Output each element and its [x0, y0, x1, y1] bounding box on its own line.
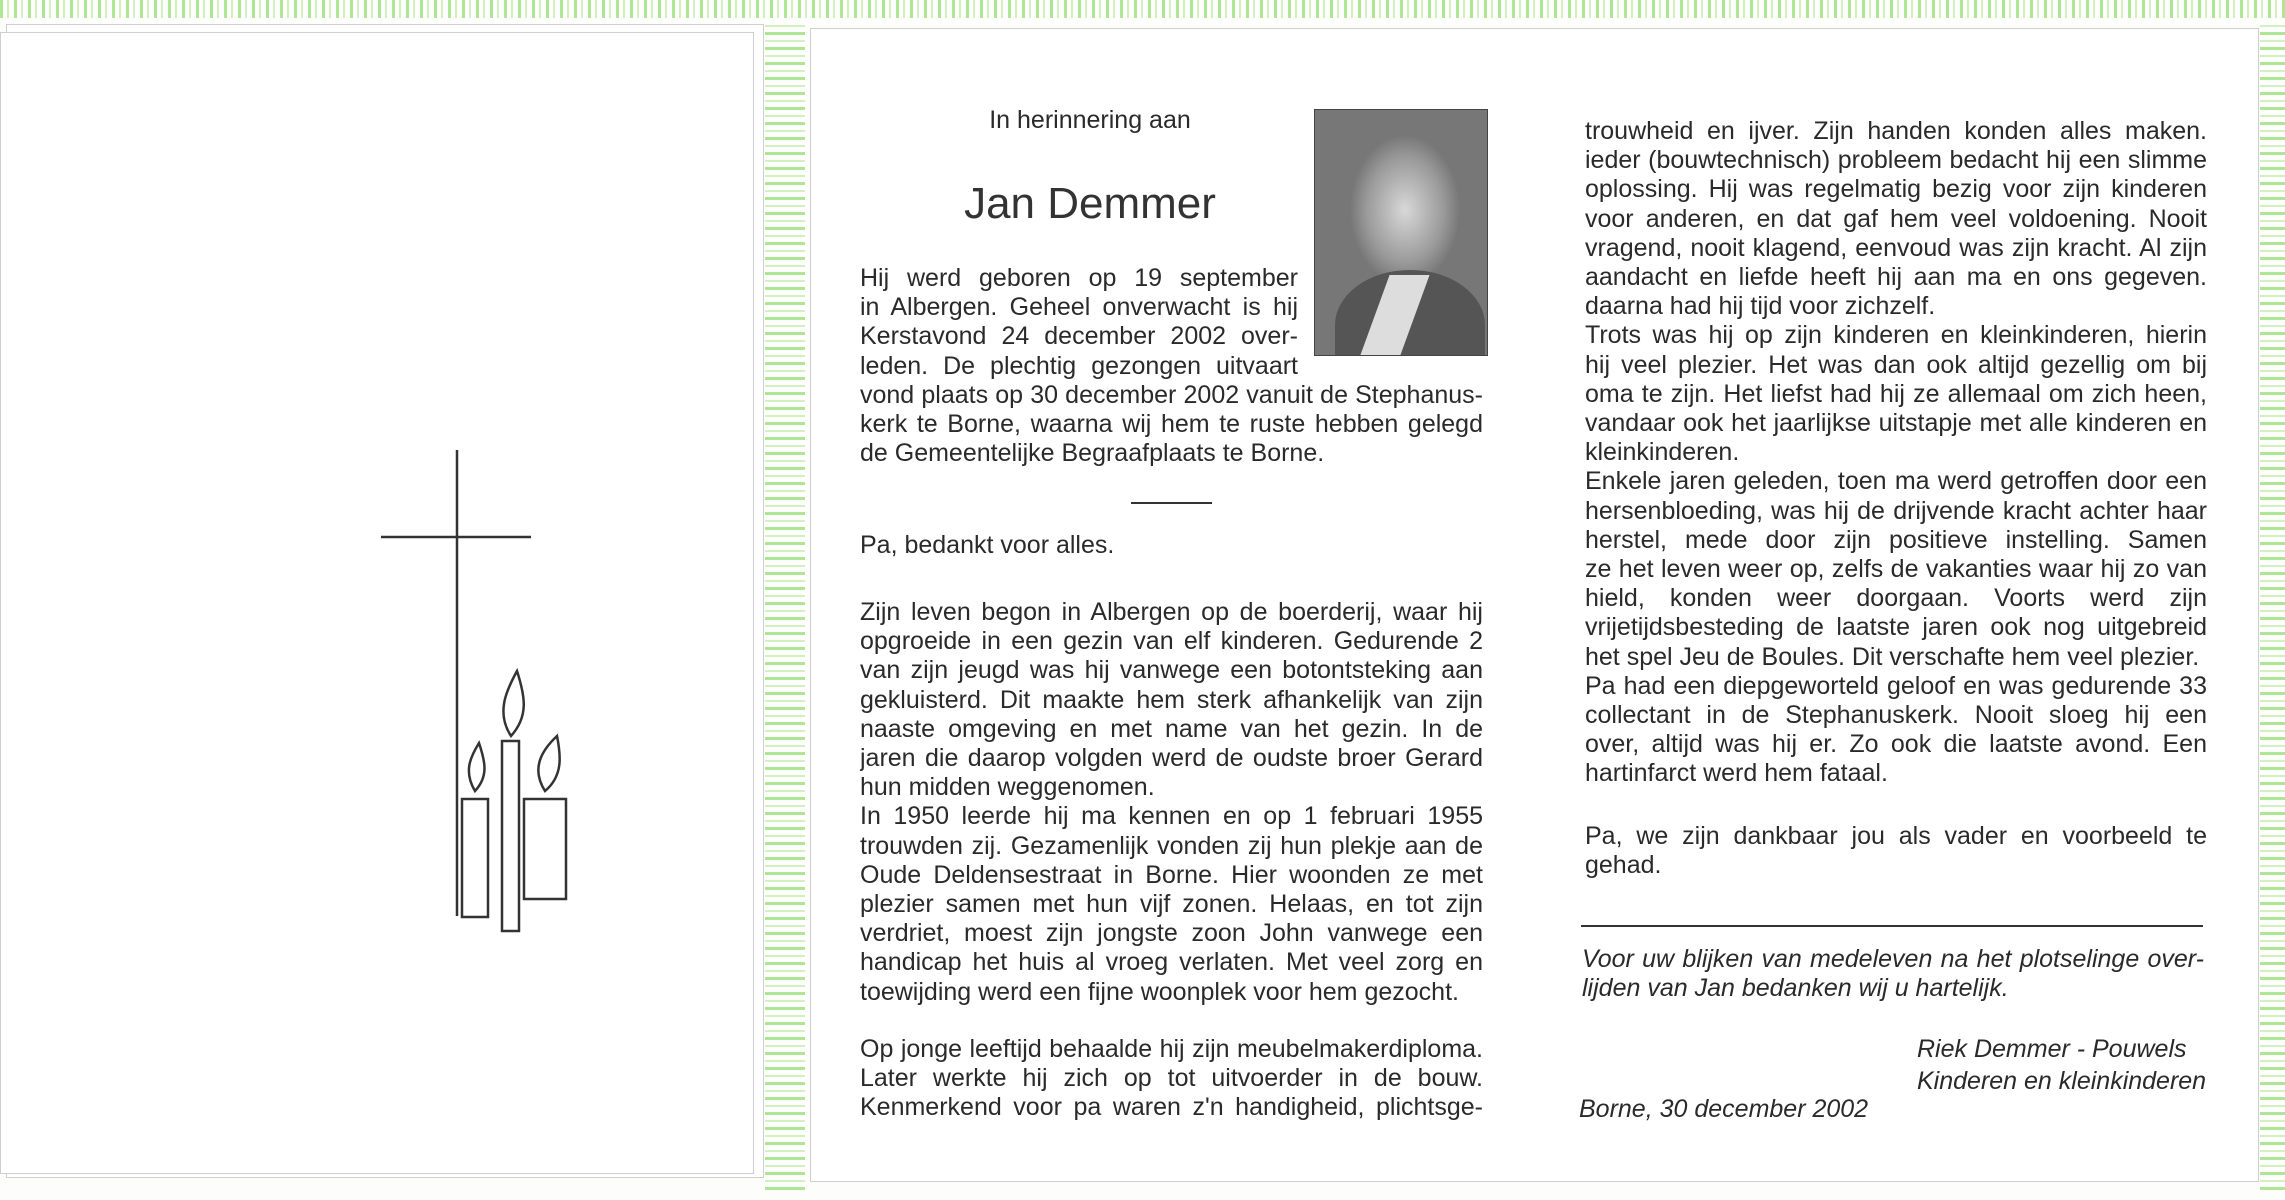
- paragraph-line: aandacht en liefde heeft hij aan ma en ons gegeven.: [1585, 263, 2207, 291]
- paragraph-line: vrijetijdsbesteding de laatste jaren ook nog uitgebreid: [1585, 613, 2207, 642]
- left-card: [0, 32, 754, 1174]
- paragraph-line: Later werkte hij zich op tot uitvoerder in de bouw.: [860, 1064, 1483, 1093]
- paragraph-line: jaren die daarop volgden werd de oudste broer Gerard: [860, 744, 1483, 772]
- thanks-line: Pa, bedankt voor alles.: [860, 531, 1115, 559]
- paragraph-line: kerk te Borne, waarna wij hem te ruste hebben gelegd: [860, 410, 1483, 438]
- paragraph-line: Oude Deldensestraat in Borne. Hier woonden ze met: [860, 860, 1483, 889]
- paragraph-line: gekluisterd. Dit maakte hem sterk afhankelijk van zijn: [860, 685, 1483, 714]
- paragraph-line: Kerstavond 24 december 2002 over-: [860, 322, 1298, 351]
- paragraph-line: trouwden zij. Gezamenlijk vonden zij hun plekje aan de: [860, 831, 1483, 860]
- portrait-photo: [1314, 109, 1488, 356]
- acknowledgement-line: Voor uw blijken van medeleven na het plotselinge over-: [1582, 945, 2204, 973]
- acknowledgement-line: lijden van Jan bedanken wij u hartelijk.: [1582, 974, 2009, 1003]
- signature-line: Riek Demmer - Pouwels: [1917, 1035, 2187, 1063]
- paragraph-line: verdriet, moest zijn jongste zoon John vanwege een: [860, 919, 1483, 948]
- paragraph-line: naaste omgeving en met name van het gezin. In de: [860, 714, 1483, 743]
- paragraph-line: opgroeide in een gezin van elf kinderen. Gedurende 2: [860, 627, 1483, 656]
- divider: [1131, 502, 1212, 504]
- paragraph-line: over, altijd was hij er. Zo ook die laatste avond. Een: [1585, 730, 2207, 759]
- paragraph-line: Zijn leven begon in Albergen op de boerderij, waar hij: [860, 598, 1483, 626]
- paragraph-line: oplossing. Hij was regelmatig bezig voor zijn kinderen: [1585, 175, 2207, 204]
- paragraph-line: toewijding werd een fijne woonplek voor hem gezocht.: [860, 977, 1459, 1006]
- scan-edge: [0, 0, 2285, 18]
- paragraph-line: kleinkinderen.: [1585, 438, 1740, 467]
- deceased-name: Jan Demmer: [964, 179, 1216, 228]
- paragraph-line: herstel, mede door zijn positieve instelling. Samen: [1585, 525, 2207, 554]
- paragraph-line: Kenmerkend voor pa waren z'n handigheid, plichtsge-: [860, 1093, 1483, 1122]
- paragraph-line: Pa had een diepgeworteld geloof en was gedurende 33: [1585, 671, 2207, 700]
- paragraph-line: hersenbloeding, was hij de drijvende kracht achter haar: [1585, 496, 2207, 525]
- paragraph-line: vandaar ook het jaarlijkse uitstapje met alle kinderen en: [1585, 409, 2207, 437]
- intro-text: In herinnering aan: [989, 106, 1191, 134]
- paragraph-line: Op jonge leeftijd behaalde hij zijn meubelmakerdiploma.: [860, 1035, 1483, 1063]
- paragraph-line: collectant in de Stephanuskerk. Nooit sloeg hij een: [1585, 701, 2207, 729]
- paragraph-line: Enkele jaren geleden, toen ma werd getroffen door een: [1585, 467, 2207, 496]
- paragraph-line: In 1950 leerde hij ma kennen en op 1 februari 1955: [860, 802, 1483, 831]
- paragraph-line: de Gemeentelijke Begraafplaats te Borne.: [860, 439, 1325, 468]
- paragraph-line: vragend, nooit klagend, eenvoud was zijn kracht. Al zijn: [1585, 233, 2207, 262]
- paragraph-line: Pa, we zijn dankbaar jou als vader en voorbeeld te: [1585, 822, 2207, 850]
- paragraph-line: handicap het huis al vroeg verlaten. Met veel zorg en: [860, 948, 1483, 977]
- paragraph-line: Trots was hij op zijn kinderen en kleinkinderen, hierin: [1585, 321, 2207, 350]
- paragraph-line: in Albergen. Geheel onverwacht is hij: [860, 293, 1298, 322]
- paragraph-line: trouwheid en ijver. Zijn handen konden alles maken.: [1585, 117, 2207, 145]
- paragraph-line: ieder (bouwtechnisch) probleem bedacht hij een slimme: [1585, 146, 2207, 175]
- paragraph-line: van zijn jeugd was hij vanwege een botontsteking aan: [860, 656, 1483, 685]
- paragraph-line: het spel Jeu de Boules. Dit verschafte hem veel plezier.: [1585, 642, 2200, 671]
- paragraph-line: oma te zijn. Het liefst had hij ze allemaal om zich heen,: [1585, 379, 2207, 408]
- paragraph-line: hield, konden weer doorgaan. Voorts werd zijn: [1585, 584, 2207, 613]
- signature-line: Kinderen en kleinkinderen: [1917, 1067, 2207, 1095]
- paragraph-line: hartinfarct werd hem fataal.: [1585, 759, 1888, 788]
- cross-and-candles-icon: [1, 33, 753, 1173]
- paragraph-line: ze het leven weer op, zelfs de vakanties waar hij zo van: [1585, 555, 2207, 583]
- paragraph-line: voor anderen, en dat gaf hem veel voldoening. Nooit: [1585, 204, 2207, 233]
- paragraph-line: daarna had hij tijd voor zichzelf.: [1585, 292, 1936, 321]
- paragraph-line: vond plaats op 30 december 2002 vanuit de Stephanus-: [860, 380, 1483, 409]
- scan-edge: [765, 20, 805, 1190]
- paragraph-line: Hij werd geboren op 19 september: [860, 264, 1298, 292]
- scan-edge: [2260, 20, 2285, 1190]
- paragraph-line: plezier samen met hun vijf zonen. Helaas, en tot zijn: [860, 890, 1483, 918]
- place-date: Borne, 30 december 2002: [1579, 1095, 1869, 1123]
- paragraph-line: hij veel plezier. Het was dan ook altijd gezellig om bij: [1585, 350, 2207, 379]
- paragraph-line: leden. De plechtig gezongen uitvaart: [860, 351, 1298, 380]
- paragraph-line: hun midden weggenomen.: [860, 773, 1155, 802]
- divider: [1581, 925, 2203, 927]
- paragraph-line: gehad.: [1585, 851, 1662, 880]
